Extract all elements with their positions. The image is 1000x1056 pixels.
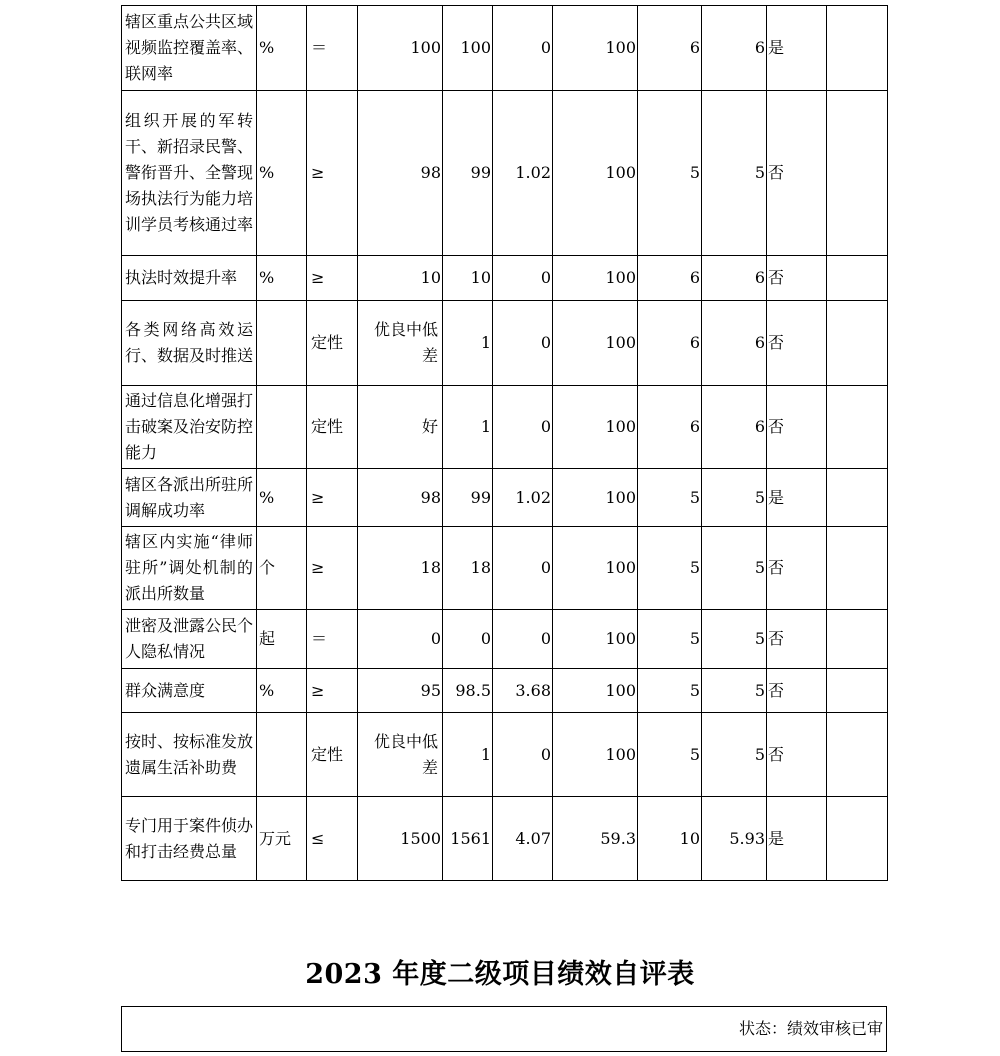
operator-cell: ＝ [307,610,358,669]
operator-cell: ≥ [307,527,358,610]
score-rate-cell: 100 [553,669,638,713]
note-cell [827,6,888,91]
flag-cell: 否 [767,713,827,797]
table-row [122,469,888,527]
table-row [122,527,888,610]
indicator-name-cell: 按时、按标准发放遗属生活补助费 [122,713,257,797]
actual-cell: 99 [443,91,493,256]
indicator-name-cell: 辖区各派出所驻所调解成功率 [122,469,257,527]
score-cell: 5 [702,91,767,256]
note-cell [827,527,888,610]
target-cell: 好 [358,386,443,469]
unit-cell: % [257,6,307,91]
deviation-cell: 0 [493,610,553,669]
target-cell: 0 [358,610,443,669]
status-box [121,1006,887,1052]
table-row [122,386,888,469]
unit-cell [257,713,307,797]
note-cell [827,713,888,797]
note-cell [827,797,888,881]
weight-cell: 5 [638,469,702,527]
indicator-name-cell: 执法时效提升率 [122,256,257,301]
actual-cell: 1 [443,301,493,386]
actual-cell: 10 [443,256,493,301]
score-cell: 5 [702,669,767,713]
unit-cell: 万元 [257,797,307,881]
target-cell: 100 [358,6,443,91]
flag-cell: 是 [767,469,827,527]
actual-cell: 100 [443,6,493,91]
table-row [122,669,888,713]
operator-cell: ≥ [307,669,358,713]
weight-cell: 5 [638,610,702,669]
weight-cell: 5 [638,91,702,256]
review-status-text: 状态：绩效审核已审 [738,1019,883,1038]
deviation-cell: 1.02 [493,91,553,256]
deviation-cell: 0 [493,713,553,797]
target-cell: 1500 [358,797,443,881]
deviation-cell: 0 [493,256,553,301]
actual-cell: 1561 [443,797,493,881]
flag-cell: 否 [767,610,827,669]
score-cell: 6 [702,301,767,386]
target-cell: 98 [358,91,443,256]
operator-cell: 定性 [307,386,358,469]
target-cell: 10 [358,256,443,301]
operator-cell: ＝ [307,6,358,91]
weight-cell: 5 [638,669,702,713]
note-cell [827,386,888,469]
score-rate-cell: 100 [553,527,638,610]
table-row [122,610,888,669]
indicator-name-cell: 辖区内实施“律师驻所”调处机制的派出所数量 [122,527,257,610]
weight-cell: 6 [638,256,702,301]
operator-cell: ≥ [307,91,358,256]
actual-cell: 98.5 [443,669,493,713]
deviation-cell: 4.07 [493,797,553,881]
flag-cell: 否 [767,386,827,469]
actual-cell: 99 [443,469,493,527]
score-cell: 5 [702,713,767,797]
target-cell: 98 [358,469,443,527]
note-cell [827,301,888,386]
score-rate-cell: 100 [553,469,638,527]
score-cell: 6 [702,256,767,301]
flag-cell: 否 [767,256,827,301]
weight-cell: 6 [638,301,702,386]
target-cell: 优良中低差 [358,713,443,797]
deviation-cell: 0 [493,527,553,610]
operator-cell: ≤ [307,797,358,881]
table-row [122,797,888,881]
actual-cell: 1 [443,386,493,469]
deviation-cell: 0 [493,6,553,91]
operator-cell: ≥ [307,469,358,527]
flag-cell: 否 [767,301,827,386]
unit-cell: 个 [257,527,307,610]
score-rate-cell: 100 [553,610,638,669]
score-rate-cell: 100 [553,713,638,797]
weight-cell: 6 [638,6,702,91]
weight-cell: 5 [638,713,702,797]
page-title: 2023 年度二级项目绩效自评表 [305,959,695,990]
performance-indicator-table [121,5,888,881]
actual-cell: 18 [443,527,493,610]
table-row [122,91,888,256]
weight-cell: 5 [638,527,702,610]
unit-cell: % [257,256,307,301]
table-row [122,256,888,301]
indicator-name-cell: 群众满意度 [122,669,257,713]
flag-cell: 是 [767,6,827,91]
actual-cell: 1 [443,713,493,797]
deviation-cell: 0 [493,386,553,469]
note-cell [827,469,888,527]
score-cell: 6 [702,6,767,91]
unit-cell: % [257,91,307,256]
unit-cell: % [257,669,307,713]
note-cell [827,91,888,256]
table-row [122,713,888,797]
flag-cell: 否 [767,91,827,256]
unit-cell [257,386,307,469]
score-cell: 5.93 [702,797,767,881]
deviation-cell: 3.68 [493,669,553,713]
weight-cell: 6 [638,386,702,469]
indicator-name-cell: 组织开展的军转干、新招录民警、警衔晋升、全警现场执法行为能力培训学员考核通过率 [122,91,257,256]
score-cell: 5 [702,610,767,669]
unit-cell: % [257,469,307,527]
note-cell [827,610,888,669]
score-rate-cell: 100 [553,256,638,301]
flag-cell: 是 [767,797,827,881]
operator-cell: ≥ [307,256,358,301]
unit-cell: 起 [257,610,307,669]
score-rate-cell: 100 [553,91,638,256]
note-cell [827,669,888,713]
note-cell [827,256,888,301]
operator-cell: 定性 [307,301,358,386]
actual-cell: 0 [443,610,493,669]
indicator-name-cell: 泄密及泄露公民个人隐私情况 [122,610,257,669]
operator-cell: 定性 [307,713,358,797]
indicator-name-cell: 各类网络高效运行、数据及时推送 [122,301,257,386]
deviation-cell: 1.02 [493,469,553,527]
target-cell: 18 [358,527,443,610]
score-rate-cell: 59.3 [553,797,638,881]
table-row [122,6,888,91]
deviation-cell: 0 [493,301,553,386]
indicator-name-cell: 通过信息化增强打击破案及治安防控能力 [122,386,257,469]
score-cell: 5 [702,469,767,527]
unit-cell [257,301,307,386]
table-row [122,301,888,386]
flag-cell: 否 [767,527,827,610]
score-rate-cell: 100 [553,301,638,386]
score-cell: 5 [702,527,767,610]
score-rate-cell: 100 [553,386,638,469]
weight-cell: 10 [638,797,702,881]
flag-cell: 否 [767,669,827,713]
table-body [122,6,888,881]
score-rate-cell: 100 [553,6,638,91]
score-cell: 6 [702,386,767,469]
indicator-name-cell: 辖区重点公共区域视频监控覆盖率、联网率 [122,6,257,91]
target-cell: 95 [358,669,443,713]
target-cell: 优良中低差 [358,301,443,386]
indicator-name-cell: 专门用于案件侦办和打击经费总量 [122,797,257,881]
